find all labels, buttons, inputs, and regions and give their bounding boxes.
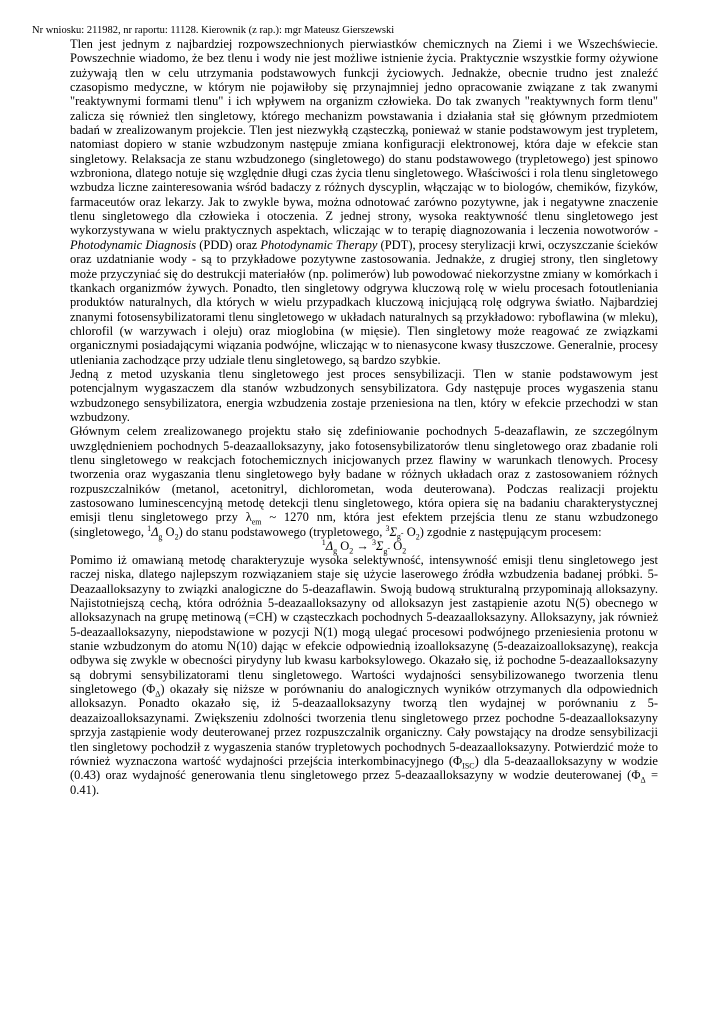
- text-segment: ) do stanu podstawowego (trypletowego,: [178, 524, 386, 539]
- text-segment: (PDD) oraz: [196, 237, 261, 252]
- isc-subscript: ISC: [462, 761, 475, 771]
- subscript: 2: [174, 532, 179, 542]
- subscript-g: g: [396, 532, 401, 542]
- phi-symbol: Φ: [631, 768, 641, 783]
- paragraph-sensitization: Jedną z metod uzyskania tlenu singletowego jest proces sensybilizacji. Tlen w stanie podstawowym jest potencjalnym wygaszaczem dla stanów wzbudzonych sensybilizatora. Gdy następuje proces wygaszenia stanu wzbudzonego sensybilizatora, energia wzbudzenia zostaje przeniesiona na tlen, który w efekcie przechodzi w stan wzbudzony.: [70, 366, 658, 424]
- superscript-minus: -: [387, 542, 391, 552]
- text-segment: O: [403, 524, 416, 539]
- text-segment: Pomimo iż omawianą metodę charakteryzuje wysoka selektywność, intensywność emisji tlenu singletowego jest raczej niska, dlatego najlepszym rozwiązaniem staje się użycie laserowego źródła wzbudzenia badanej próbki. 5-Deazaalloksazyny to związki analogiczne do 5-deazaflawin. Swoją budową strukturalną przypominają alloksazyny. Najistotniejszą cechą, która odróżnia 5-deazaalloksazyny od alloksazyn jest zastąpienie azotu N(5) obecnego w alloksazynach na grupę metinową (=CH) w cząsteczkach pochodnych 5-deazaalloksazyny. Alloksazyny, jak również 5-deazaalloksazyny, niepodstawione w pozycji N(1) mogą ulegać procesowi podwójnego przeniesienia protonu w stanie wzbudzonym do atomu N(10) dając w efekcie odpowiednią izoalloksazynę (5-deazaizoalloksazynę), reakcja odbywa się zwykle w obecności pirydyny lub kwasu karboksylowego. Okazało się, iż pochodne 5-deazaalloksazyny są dobrymi sensybilizatorami tlenu singletowego. Wartości wydajności sensybilizowanego tworzenia tlenu singletowego (: [70, 553, 658, 697]
- report-body: [70, 37, 658, 797]
- lambda-symbol: λ: [245, 510, 252, 525]
- text-segment: Tlen jest jednym z najbardziej rozpowszechnionych pierwiastków chemicznych na Ziemi i we Wszechświecie. Powszechnie wiadomo, że bez tlenu i wody nie jest możliwe istnienie życia. Praktycznie wszystkie formy ożywione zużywają tlen w celu utrzymania podstawowych funkcji życiowych. Jednakże, obecnie trudno jest znaleźć czasopismo medyczne, w którym nie pojawiłoby się przynajmniej jedno opracowanie związane z tak zwanymi "reaktywnymi formami tlenu" i ich wpływem na organizm człowieka. Do tak zwanych "reaktywnych form tlenu" zalicza się również tlen singletowy, którego mechanizm powstawania i działania stał się głównym przedmiotem badań w zrealizowanym projekcie. Tlen jest niezwykłą cząsteczką, ponieważ w stanie podstawowym jest trypletem, natomiast dopiero w stanie wzbudzonym następuje zmiana konfiguracji elektronowej, która daje w efekcie stan singletowy. Relaksacja ze stanu wzbudzonego (singletowego) do stanu podstawowego (trypletowego) jest spinowo wzbroniona, dlatego notuje się względnie długi czas życia tlenu singletowego. Właściwości i rola tlenu singletowego wzbudza liczne zainteresowania wśród badaczy z różnych dyscyplin, włączając w to biologów, chemików, fizyków, farmaceutów oraz lekarzy. Jak to zwykle bywa, można odnotować zarówno pozytywne, jak i negatywne znaczenie tlenu singletowego dla człowieka i otoczenia. Z jednej strony, wysoka reaktywność tlenu singletowego jest wykorzystywana w wielu praktycznych aspektach, wliczając w to terapię diagnozowania i leczenia nowotworów -: [70, 37, 658, 238]
- phi-symbol: Φ: [146, 682, 156, 697]
- em-subscript: em: [251, 517, 262, 527]
- term-pdt: Photodynamic Therapy: [260, 237, 378, 252]
- oxygen-symbol: O: [390, 539, 403, 554]
- subscript: Δ: [155, 689, 161, 699]
- text-segment: ) okazały się niższe w porównaniu do analogicznych wyników otrzymanych dla odpowiednich alloksazyn. Ponadto okazało się, iż 5-deazaalloksazyny tworzą tlen wydajnej w porównaniu z 5-deazaizoalloksazynami. Zwiększeniu zdolności tworzenia tlenu singletowego przez pochodne 5-deazaalloksazyny sprzyja zastąpienie wody deuterowanej przez rozpuszczalnik organiczny. Cały powstający na drodze sensybilizacji tlen singletowy pochodził z wygaszenia stanów trypletowych pochodnych 5-deazaalloksazyny. Potwierdzić może to również wyznaczona wartość wydajności przejścia interkombinacyjnego (: [70, 682, 658, 768]
- text-segment: ) dla 5-deazaalloksazyny w wodzie (0.43) oraz wydajność generowania tlenu singletowego przez 5-deazaalloksazyny w wodzie deuterowanej (: [70, 753, 658, 783]
- report-header: Nr wniosku: 211982, nr raportu: 11128. Kierownik (z rap.): mgr Mateusz Gierszewski: [32, 25, 395, 36]
- subscript: g: [158, 532, 163, 542]
- superscript: 1: [321, 537, 326, 547]
- superscript: 3: [385, 523, 390, 533]
- subscript: 2: [349, 546, 354, 556]
- text-segment: O: [162, 524, 175, 539]
- delta-symbol: Δ: [325, 539, 334, 554]
- text-segment: Głównym celem zrealizowanego projektu stało się zdefiniowanie pochodnych 5-deazaflawin, ze szczególnym uwzględnieniem pochodnych 5-deazaalloksazyny, jako fotosensybilizatorów tlenu singletowego oraz zbadanie roli tlenu singletowego w reakcjach fotochemicznych inicjowanych przez flawiny w warunkach tlenowych. Procesy tworzenia oraz wygaszania tlenu singletowego były badane w różnych układach oraz z zastosowaniem różnych rozpuszczalników (metanol, acetonitryl, dichlorometan, woda deuterowana). Podczas realizacji projektu zastosowano luminescencyjną metodę detekcji tlenu singletowego, która opiera się na badaniu charakterystycznej emisji tlenu singletowego przy: [70, 424, 658, 525]
- oxygen-symbol: O: [337, 539, 350, 554]
- delta-symbol: Δ: [151, 524, 159, 539]
- sigma-symbol: Σ: [389, 524, 397, 539]
- subscript: 2: [402, 546, 407, 556]
- sigma-symbol: Σ: [375, 539, 384, 554]
- subscript: Δ: [640, 775, 646, 785]
- term-pdd: Photodynamic Diagnosis: [70, 237, 197, 252]
- paragraph-project-goal: [70, 424, 658, 542]
- subscript-g: g: [383, 546, 388, 556]
- superscript: 1: [147, 523, 152, 533]
- text-segment: ~ 1270 nm, która jest efektem przejścia tlenu ze stanu wzbudzonego (singletowego,: [70, 510, 658, 539]
- phi-symbol: Φ: [453, 753, 463, 768]
- paragraph-results: [70, 553, 658, 797]
- superscript: 3: [371, 537, 376, 547]
- paragraph-oxygen-intro: [70, 37, 658, 367]
- arrow-icon: →: [353, 539, 372, 554]
- subscript: 2: [415, 532, 420, 542]
- subscript: g: [333, 546, 338, 556]
- text-segment: = 0.41).: [70, 768, 659, 797]
- text-segment: (PDT), procesy sterylizacji krwi, oczyszczanie ścieków oraz uzdatnianie wody - są to przykładowe pozytywne zastosowania. Jednakże, z drugiej strony, tlen singletowy może przyczyniać się do destrukcji materiałów (np. polimerów) lub powodować niekorzystne zmiany w komórkach i tkankach organizmów żywych. Ponadto, tlen singletowy odgrywa kluczową rolę w wielu procesach fotoutleniania produktów naturalnych, dla których w wielu przypadkach kluczową inicjującą rolę odgrywa światło. Najbardziej znanymi fotosensybilizatorami tlenu singletowego w układach naturalnych są przykładowo: ryboflawina (w mleku), chlorofil (w warzywach i oleju) oraz mioglobina (w mięsie). Tlen singletowy może reagować ze związkami organicznymi posiadającymi wiązania podwójne, wliczając w to nienasycone kwasy tłuszczowe. Generalnie, procesy utleniania zachodzące przy udziale tlenu singletowego, są bardzo szybkie.: [70, 237, 658, 367]
- superscript-minus: -: [400, 528, 404, 538]
- text-segment: ) zgodnie z następującym procesem:: [419, 524, 602, 539]
